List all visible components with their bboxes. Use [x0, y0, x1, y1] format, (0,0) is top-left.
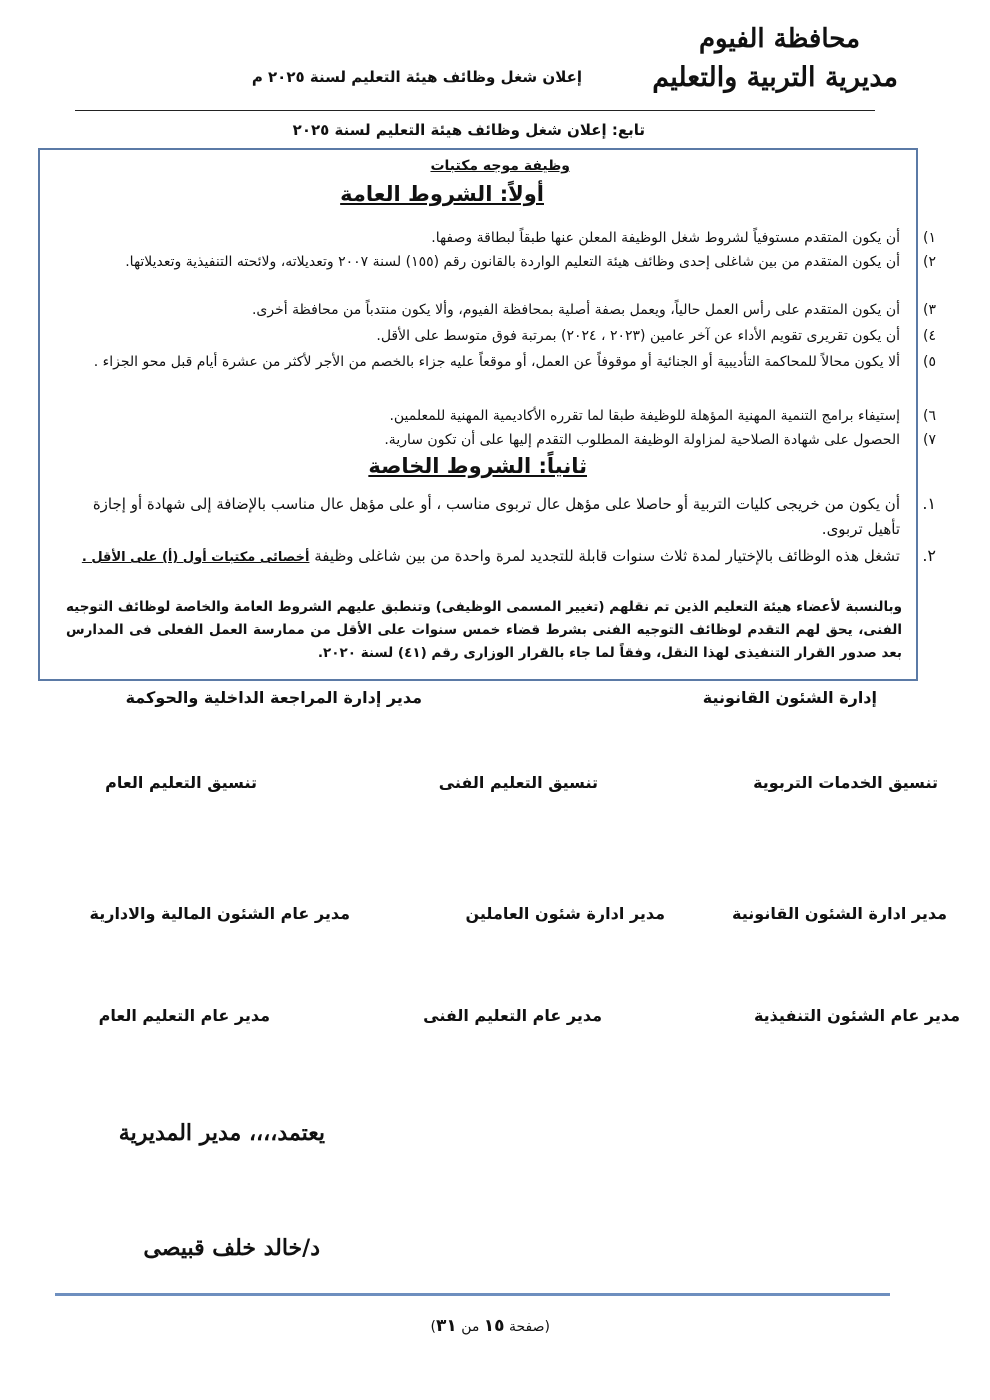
general-item: الحصول على شهادة الصلاحية لمزاولة الوظيفة المطلوب التقدم إليها على أن تكون سارية.	[384, 432, 900, 448]
special-item-bold-tail: أخصائى مكتبات أول (أ) على الأقل .	[81, 550, 310, 565]
general-item: أن يكون المتقدم مستوفياً لشروط شغل الوظيفة المعلن عنها طبقاً لبطاقة وصفها.	[431, 230, 900, 246]
page-subtitle: تابع: إعلان شغل وظائف هيئة التعليم لسنة ٢٠٢٥	[292, 121, 645, 139]
general-item-number: ٦)	[923, 408, 936, 424]
signatory-finance-manager: مدير عام الشئون المالية والادارية	[89, 904, 350, 923]
footer-divider	[55, 1293, 890, 1296]
signatory-executive-affairs: مدير عام الشئون التنفيذية	[753, 1006, 960, 1025]
page-of: من	[461, 1319, 480, 1335]
special-item	[66, 544, 900, 570]
special-item-number: ٢.	[922, 546, 936, 565]
transfer-note: وبالنسبة لأعضاء هيئة التعليم الذين تم نقلهم (تغيير المسمى الوظيفى) وتنطبق عليهم الشروط العامة والخاصة لوظائف التوجيه الفنى، يحق لهم التقدم لوظائف التوجيه الفنى بشرط قضاء خمس سنوات على الأقل من ممارسة العمل الفعلى فى المدارس بعد صدور القرار التنفيذى لهذا النقل، وفقاً لما جاء بالقرار الوزارى رقم (٤١) لسنة ٢٠٢٠.	[66, 599, 902, 661]
directorate-title: مديرية التربية والتعليم	[652, 62, 898, 93]
signatory-personnel-manager: مدير ادارة شئون العاملين	[465, 904, 665, 923]
director-name: د/خالد خلف قبيصى	[143, 1235, 320, 1261]
general-item-number: ٢)	[923, 254, 936, 270]
job-title: وظيفة موجه مكتبات	[430, 158, 570, 174]
general-item-number: ١)	[923, 230, 936, 246]
general-item: أن يكون المتقدم على رأس العمل حالياً، ويعمل بصفة أصلية بمحافظة الفيوم، وألا يكون منتدباً من محافظة أخرى.	[251, 302, 900, 318]
general-item-number: ٥)	[923, 354, 936, 370]
special-item-text: تشغل هذه الوظائف بالإختيار لمدة ثلاث سنوات قابلة للتجديد لمرة واحدة من بين شاغلى وظيفة	[314, 547, 900, 565]
general-item-number: ٧)	[923, 432, 936, 448]
general-item: أن يكون المتقدم من بين شاغلى إحدى وظائف هيئة التعليم الواردة بالقانون رقم (١٥٥) لسنة ٢٠٠٧ وتعديلاته، ولائحته التنفيذية وتعديلاتها.	[125, 254, 900, 270]
page-total: ٣١	[435, 1316, 457, 1336]
general-item-number: ٣)	[923, 302, 936, 318]
general-conditions-heading: أولاً: الشروط العامة	[340, 182, 544, 206]
special-conditions-heading: ثانياً: الشروط الخاصة	[368, 454, 587, 478]
signatory-educational-services: تنسيق الخدمات التربوية	[753, 773, 938, 792]
general-item: إستيفاء برامج التنمية المهنية المؤهلة للوظيفة طبقا لما تقرره الأكاديمية المهنية للمعلمين.	[389, 408, 900, 424]
page-suffix: )	[430, 1319, 436, 1335]
page-prefix: (صفحة	[509, 1319, 550, 1335]
signatory-technical-education: تنسيق التعليم الفنى	[438, 773, 598, 792]
general-item-number: ٤)	[923, 328, 936, 344]
general-item: أن يكون تقريرى تقويم الأداء عن آخر عامين (٢٠٢٣ ، ٢٠٢٤) بمرتبة فوق متوسط على الأقل.	[376, 328, 900, 344]
page-current: ١٥	[483, 1316, 505, 1336]
signatory-general-education: تنسيق التعليم العام	[105, 773, 257, 792]
approval-line: يعتمد،،،، مدير المديرية	[118, 1120, 325, 1146]
signatory-general-education-gm: مدير عام التعليم العام	[98, 1006, 270, 1025]
signatory-internal-audit: مدير إدارة المراجعة الداخلية والحوكمة	[125, 688, 422, 707]
special-item: أن يكون من خريجى كليات التربية أو حاصلا على مؤهل عال تربوى مناسب ، أو على مؤهل عال مناسب بالإضافة إلى شهادة أو إجازة تأهيل تربوى.	[92, 495, 900, 538]
general-item: ألا يكون محالاً للمحاكمة التأديبية أو الجنائية أو موقوفاً عن العمل، أو موقعاً عليه جزاء بالخصم من الأجر لأكثر من عشرة أيام قبل محو الجزاء .	[93, 354, 900, 370]
governorate-title: محافظة الفيوم	[698, 24, 860, 54]
header-announcement: إعلان شغل وظائف هيئة التعليم لسنة ٢٠٢٥ م	[251, 68, 582, 86]
signatory-technical-education-gm: مدير عام التعليم الفنى	[423, 1006, 602, 1025]
page-number	[431, 1316, 551, 1336]
signatory-legal-affairs-manager: مدير ادارة الشئون القانونية	[732, 904, 947, 923]
special-item-number: ١.	[922, 494, 936, 513]
signatory-legal-affairs: إدارة الشئون القانونية	[702, 688, 877, 707]
header-divider	[75, 110, 875, 111]
